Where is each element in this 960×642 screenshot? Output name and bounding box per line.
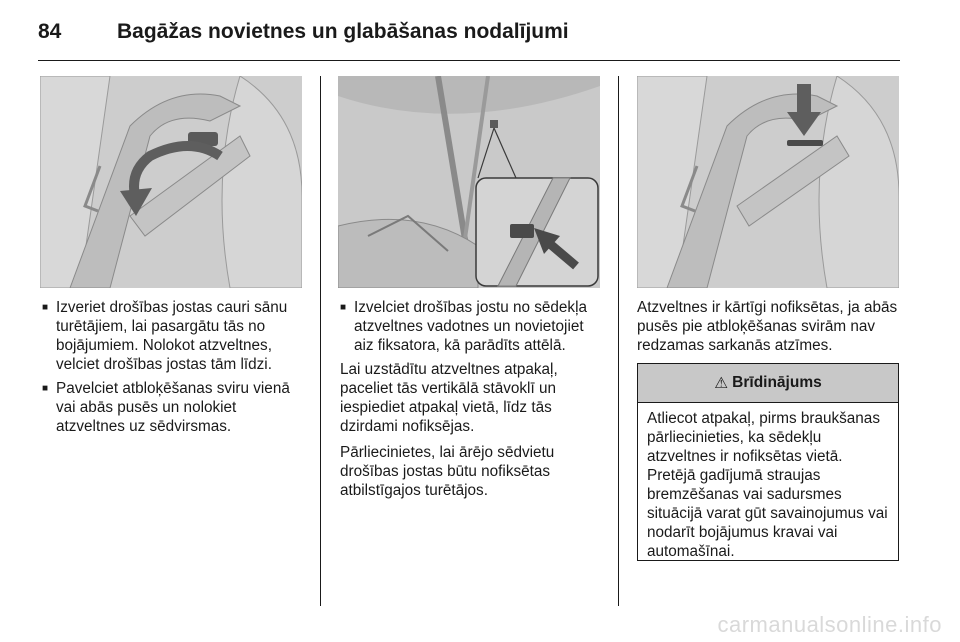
column-divider-2 <box>618 76 619 606</box>
page-number: 84 <box>38 20 62 43</box>
list-item: ■ Izveriet drošības jostas cauri sānu turētājiem, lai pasargātu tās no bojājumiem. Nolokot atzveltnes, velciet drošības jostas tām līdzi. <box>42 299 288 373</box>
column-1-text <box>42 298 304 441</box>
figure-lock-indicator <box>637 76 899 288</box>
watermark: carmanualsonline.info <box>717 612 942 637</box>
warning-box <box>637 363 899 561</box>
header-rule <box>38 60 900 61</box>
column-divider-1 <box>320 76 321 606</box>
page-title: Bagāžas novietnes un glabāšanas nodalījumi <box>117 20 569 43</box>
bullet-square-icon: ■ <box>42 302 49 313</box>
bullet-square-icon: ■ <box>340 302 347 313</box>
list-item: ■ Izvelciet drošības jostu no sēdekļa atzveltnes vadotnes un novietojiet aiz fiksatora, kā parādīts attēlā. <box>340 299 587 354</box>
column-2-text <box>340 298 604 507</box>
warning-triangle-icon: ⚠ <box>714 374 729 392</box>
figure-seat-release-lever <box>40 76 302 288</box>
bullet-square-icon: ■ <box>42 383 49 394</box>
warning-header <box>638 364 898 403</box>
warning-text: Atliecot atpakaļ, pirms braukšanas pārliecinieties, ka sēdekļu atzveltnes ir nofiksētas vietā. Pretējā gadījumā straujas bremzēšanas vai sadursmes situācijā varat gūt savainojumus vai nodarīt bojājumus kravai vai automašīnai. <box>647 410 888 560</box>
paragraph: Pārliecinietes, lai ārējo sēdvietu drošības jostas būtu nofiksētas atbilstīgajos turētājos. <box>340 444 555 499</box>
warning-title: Brīdinājums <box>732 374 822 391</box>
figure-belt-guide <box>338 76 600 288</box>
column-3-text <box>637 298 901 362</box>
paragraph: Atzveltnes ir kārtīgi nofiksētas, ja abās pusēs pie atbloķēšanas svirām nav redzamas sarkanās atzīmes. <box>637 299 898 354</box>
paragraph: Lai uzstādītu atzveltnes atpakaļ, paceliet tās vertikālā stāvoklī un iespiediet atpakaļ vietā, līdz tās dzirdami nofiksējas. <box>340 361 558 435</box>
list-item: ■ Pavelciet atbloķēšanas sviru vienā vai abās pusēs un nolokiet atzveltnes uz sēdvirsmas. <box>42 380 290 435</box>
